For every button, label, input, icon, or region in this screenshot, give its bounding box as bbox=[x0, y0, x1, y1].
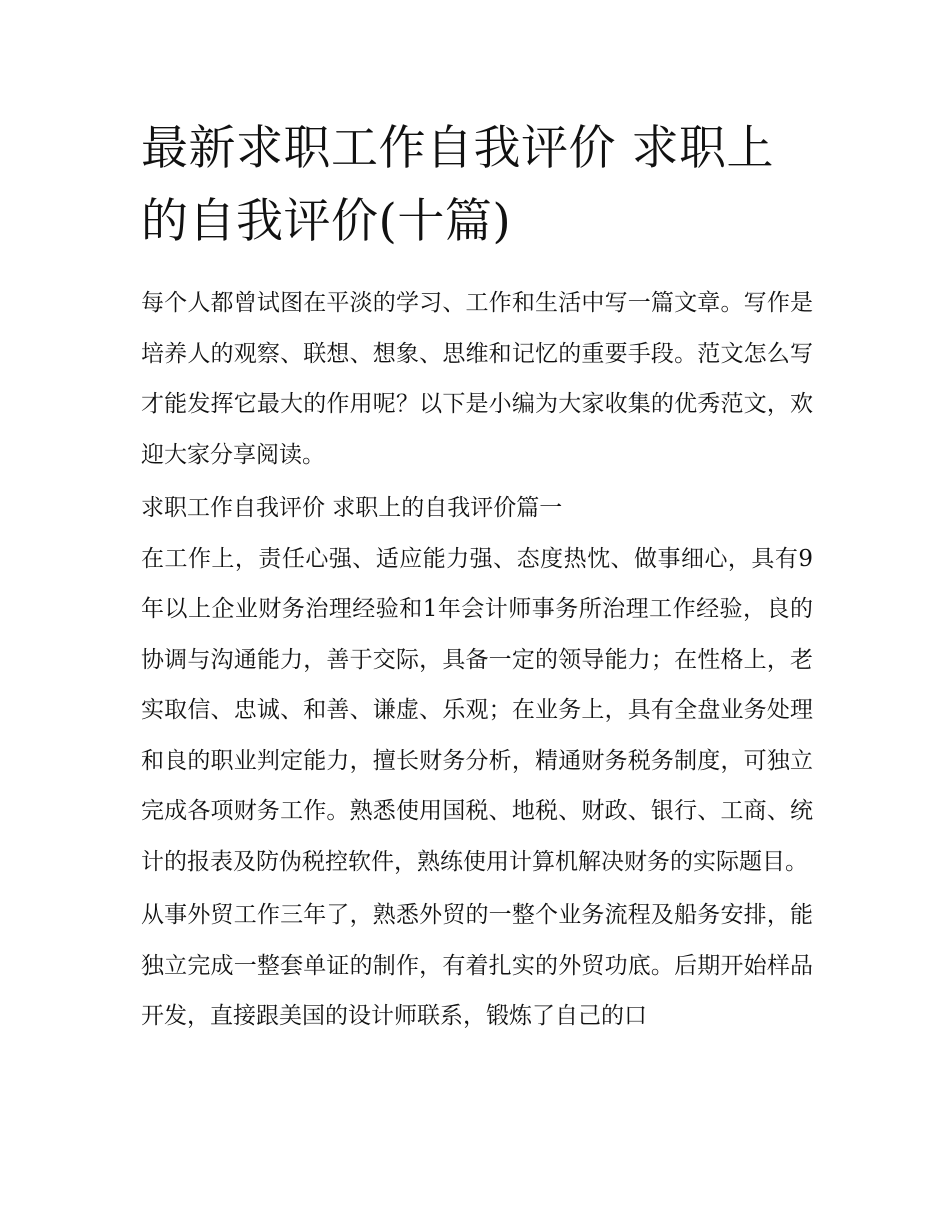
section-heading: 求职工作自我评价 求职上的自我评价篇一 bbox=[141, 495, 563, 521]
intro-paragraph: 每个人都曾试图在平淡的学习、工作和生活中写一篇文章。写作是培养人的观察、联想、想象、思维和记忆的重要手段。范文怎么写才能发挥它最大的作用呢？以下是小编为大家收集的优秀范文，欢迎大家分享阅读。 bbox=[141, 290, 813, 468]
document-title: 最新求职工作自我评价 求职上的自我评价(十篇) bbox=[141, 121, 774, 249]
body-paragraph-2: 从事外贸工作三年了，熟悉外贸的一整个业务流程及船务安排，能独立完成一整套单证的制作，有着扎实的外贸功底。后期开始样品开发，直接跟美国的设计师联系，锻炼了自己的口 bbox=[141, 902, 813, 1029]
document-page bbox=[141, 112, 813, 1045]
document-body bbox=[141, 278, 813, 1042]
body-paragraph-1: 在工作上，责任心强、适应能力强、态度热忱、做事细心，具有9年以上企业财务治理经验和1年会计师事务所治理工作经验，良的协调与沟通能力，善于交际，具备一定的领导能力；在性格上，老实取信、忠诚、和善、谦虚、乐观；在业务上，具有全盘业务处理和良的职业判定能力，擅长财务分析，精通财务税务制度，可独立完成各项财务工作。熟悉使用国税、地税、财政、银行、工商、统计的报表及防伪税控软件，熟练使用计算机解决财务的实际题目。 bbox=[141, 545, 813, 875]
